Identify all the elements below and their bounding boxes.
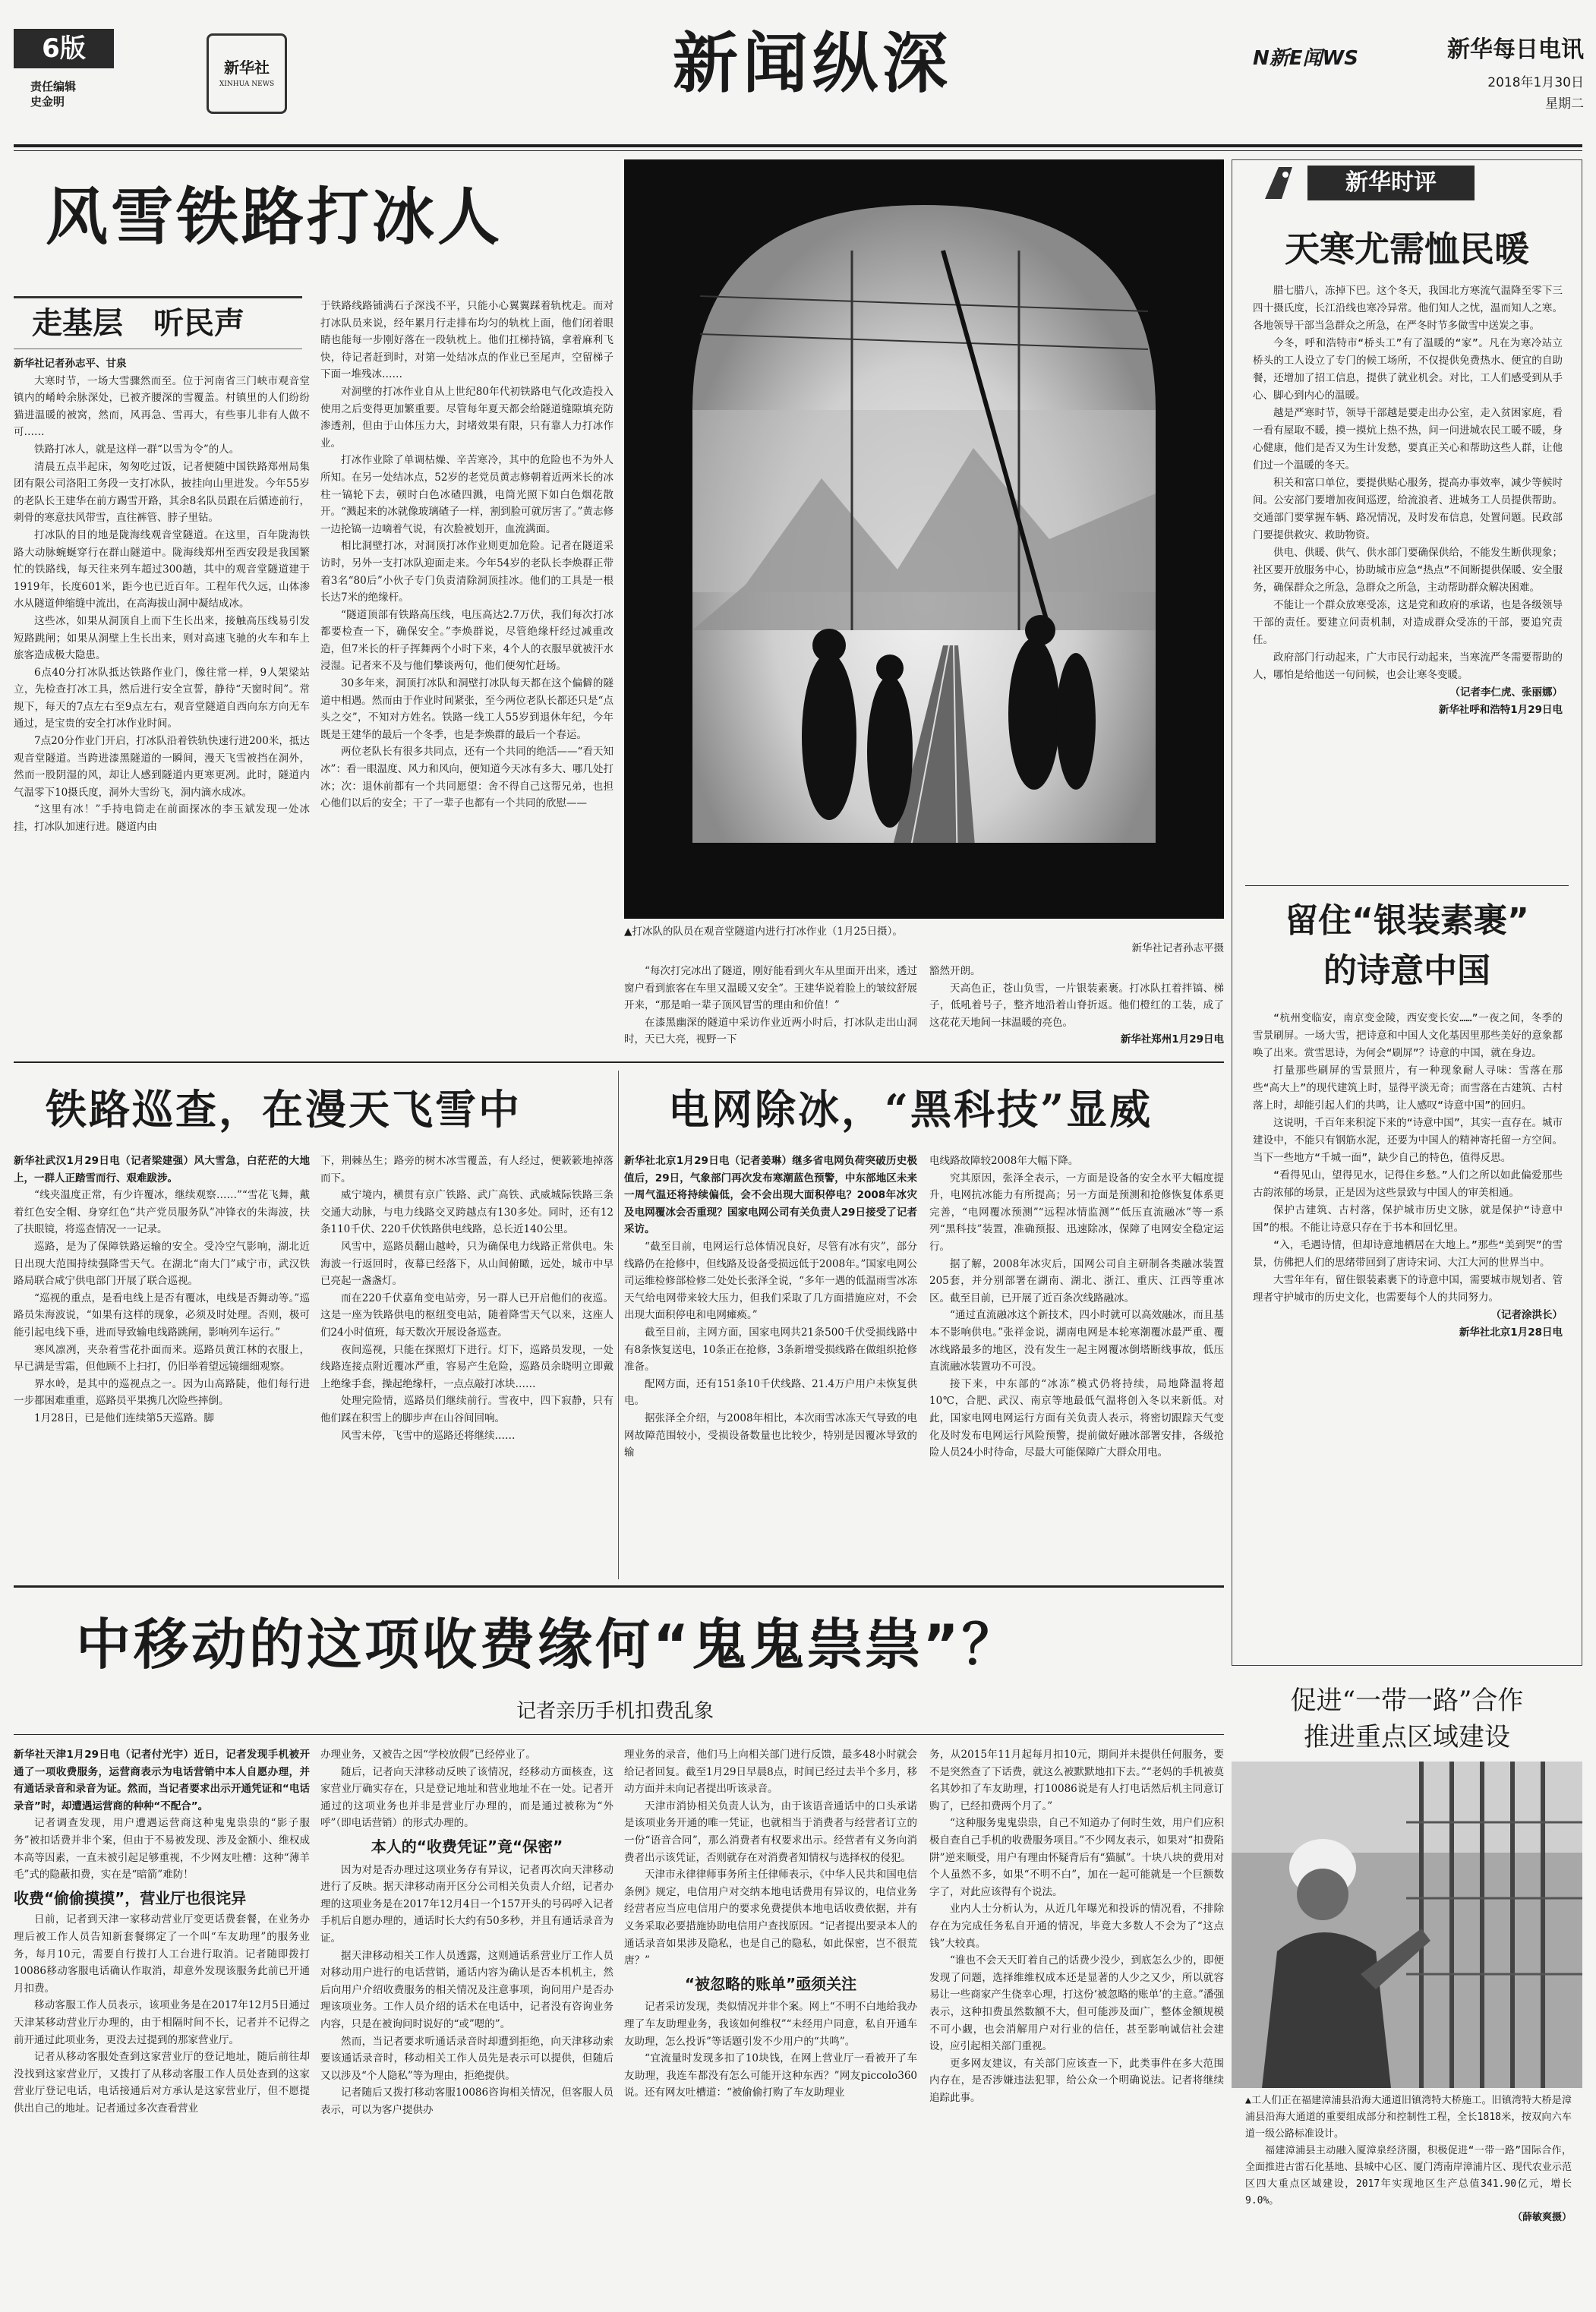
- mobile-paragraph: 然而，当记者要求听通话录音时却遭到拒绝，向天津移动索要该通话录音时，移动相关工作人员先是表示可以提供，但随后又以涉及“个人隐私”等为理由，拒绝提供。: [320, 2035, 613, 2082]
- grid-title: 电网除冰，“黑科技”显威: [668, 1085, 1153, 1134]
- lead-column-4: [929, 963, 1224, 1054]
- poetry-title-line-1: 留住“银装素裹”: [1285, 901, 1529, 940]
- paper-weekday: 星期二: [1545, 96, 1584, 112]
- lead-paragraph: 30多年来，洞顶打冰队和洞壁打冰队每天都在这个偏僻的隧道中相遇。然而由于作业时间紧张，至今两位老队长都还只是“点头之交”，不知对方姓名。铁路一线工人55岁到退休年纪，今年既是王建华的最后一个冬季，也是李焕群的最后一个春运。: [320, 677, 613, 741]
- belt-caption-text: ▲工人们正在福建漳浦县沿海大通道旧镇湾特大桥施工。旧镇湾特大桥是漳浦县沿海大通道的重要组成部分和控制性工程，全长1818米，按双向六车道一级公路标准设计。: [1245, 2095, 1572, 2140]
- construction-photo: [1232, 1762, 1582, 2088]
- lead-paragraph: 大寒时节，一场大雪骤然而至。位于河南省三门峡市观音堂镇内的崤岭余脉深处，已被齐腰深的雪覆盖。村镇里的人们纷纷猫进温暖的被窝，然而，风再急、雪再大，有些事儿非有人做不可……: [14, 374, 310, 439]
- news-logo: N新E闻WS: [1253, 47, 1358, 70]
- mobile-title: 中移动的这项收费缘何“鬼鬼祟祟”？: [76, 1613, 1020, 1676]
- railway-paragraph: 威宁境内，横贯有京广铁路、武广高铁、武威城际铁路三条交通大动脉，与电力线路交叉跨越点有130多处。同时，还有12条110千伏、220千伏铁路供电线路，总长近140公里。: [320, 1189, 613, 1236]
- mobile-paragraph: 日前，记者到天津一家移动营业厅变更话费套餐，在业务办理后被工作人员告知新套餐绑定了一个叫“车友助理”的服务业务，每月10元，需要自行拨打人工台进行取消。记者随即拨打10086移动客服电话确认作取消，却意外发现该服务此前已开通月扣费。: [14, 1913, 310, 1995]
- lead-paragraph: “隧道顶部有铁路高压线，电压高达2.7万伏，我们每次打冰都要检查一下，确保安全。”李焕群说，尽管绝缘杆经过减重改造，但7米长的杆子挥舞两个小时下来，4个人的衣服早就被汗水浸湿。记者来不及与他们攀谈两句，他们便匆忙赶场。: [320, 608, 613, 673]
- grid-paragraph: 截至目前，主网方面，国家电网共21条500千伏受损线路中有8条恢复送电，10条正在抢修，3条新增受损线路在做组织抢修准备。: [624, 1326, 917, 1374]
- poetry-paragraph: “入，毛遇诗情，但却诗意地栖居在大地上。”那些“美到哭”的雪景，仿佛把人们的思绪带回到了唐诗宋词、大江大河的世界当中。: [1253, 1239, 1563, 1269]
- lead-title: 风雪铁路打冰人: [46, 181, 503, 254]
- mobile-column-2: [320, 1746, 613, 2308]
- mobile-paragraph: 因为对是否办理过这项业务存有异议，记者再次向天津移动进行了反映。据天津移动南开区分公司相关负责人介绍，记者办理的这项业务是在2017年12月4日一个157开头的号码呼入记者手机后自愿办理的，通话时长大约有50多秒，并且有通话录音为证。: [320, 1863, 613, 1945]
- lead-subtitle: 走基层 听民声: [32, 306, 244, 341]
- tunnel-photo: [624, 159, 1224, 919]
- mobile-subtitle-rule: [14, 1734, 1224, 1735]
- xinhua-logo: [207, 33, 287, 114]
- mobile-column-3: [624, 1746, 917, 2308]
- mobile-paragraph: “谁也不会天天盯着自己的话费少没少，到底怎么少的，即便发现了问题，选择维维权成本还是显著的人少之又少，所以就容易让一些商家产生侥幸心理，打这份‘被忽略的账单’的主意。”潘强表示，这种扣费虽然数额不大，但可能涉及面广，整体金额规模不可小觑，也会消解用户对行业的信任，甚至影响诚信社会建设，应引起相关部门重视。: [929, 1954, 1224, 2053]
- railway-paragraph: 寒风凛冽，夹杂着雪花扑面而来。巡路员黄江林的衣服上，早已满是雪霜，但他顾不上扫打，仍旧举着望远镜细细观察。: [14, 1343, 310, 1374]
- railway-paragraph: 夜间巡视，只能在探照灯下进行。灯下，巡路员发现，一处线路连接点附近覆冰严重，容易产生危险，巡路员余晓明立即戴上绝缘手套，操起绝缘杆，一点点敲打冰块……: [320, 1343, 613, 1390]
- mobile-paragraph: 天津市消协相关负责人认为，由于该语音通话中的口头承诺是该项业务开通的唯一凭证，也就相当于消费者与经营者订立的一份“语音合同”，那么消费者有权要求出示。经营者有义务向消费者出示该凭证，否则就存在对消费者知情权与选择权的侵犯。: [624, 1799, 917, 1864]
- railway-paragraph: 而在220千伏嘉角变电站旁，另一群人已开启他们的夜巡。这是一座为铁路供电的枢纽变电站，随着降雪天气以来，这座人们24小时值班，每天数次开展设备巡查。: [320, 1292, 613, 1339]
- lead-paragraph: 于铁路线路铺满石子深浅不平，只能小心翼翼踩着轨枕走。而对打冰队员来说，经年累月行走排布均匀的轨枕上面，他们闭着眼睛也能每一步刚好落在一段轨枕上。他们扛梯持镐，拿着麻利飞快，待记者赶到时，对第一处结冰点的作业已至尾声，空留梯子下面一堆残冰……: [320, 300, 613, 381]
- lead-byline: 新华社记者孙志平、甘泉: [14, 358, 127, 370]
- masthead: [0, 0, 1596, 159]
- paper-name: 新华每日电讯: [1447, 36, 1584, 63]
- lead-column-3: [624, 963, 917, 1054]
- belt-title-line-1: 促进“一带一路”合作: [1290, 1686, 1524, 1716]
- commentary-paragraph: 供电、供暖、供气、供水部门要确保供给，不能发生断供现象；社区要开放服务中心，协助城市应急“热点”不间断提供保暖、安全服务，确保群众之所急，急群众之所急，主动帮助群众解决困难。: [1253, 547, 1563, 594]
- lead-column-1: [14, 355, 310, 1054]
- mobile-subtitle: 记者亲历手机扣费乱象: [516, 1700, 714, 1723]
- mobile-paragraph: 随后，记者向天津移动反映了该情况，经移动方面核查，这家营业厅确实存在，只是登记地址和营业地址不在一处。记者开通过的这项业务也并非是营业厅办理的，而是通过被称为“外呼”（即电话营销）的形式办理的。: [320, 1765, 613, 1830]
- railway-paragraph: 风雪未停，飞雪中的巡路还将继续……: [341, 1429, 516, 1442]
- railway-title: 铁路巡查，在漫天飞雪中: [46, 1085, 522, 1134]
- section-rule: [14, 1585, 1224, 1588]
- lead-paragraph: 对洞壁的打冰作业自从上世纪80年代初铁路电气化改造投入使用之后变得更加繁重要。尽管每年夏天都会给隧道缝隙填充防渗透剂，但由于山体压力大，封堵效果有限，只有靠人力打冰作业。: [320, 385, 613, 449]
- grid-paragraph: 据张泽全介绍，与2008年相比，本次雨雪冰冻天气导致的电网故障范围较小，受损设备数量也比较少，特别是因覆冰导致的输: [624, 1411, 917, 1459]
- logo-text: 新华社: [224, 58, 270, 77]
- lead-subtitle-box: [14, 296, 302, 349]
- tunnel-photo-caption: [624, 923, 1224, 957]
- grid-paragraph: “截至目前，电网运行总体情况良好，尽管有冰有灾”，部分线路仍在抢修中，但线路及设备受损远低于2008年。”国家电网公司运维检修部检修二处处长张泽全说，“多年一遇的低温雨雪冰冻天气给电网带来较大压力，但我们采取了几方面措施应对，不会出现大面积停电和电网瘫痪。”: [624, 1240, 917, 1322]
- lead-paragraph: 7点20分作业门开启，打冰队沿着铁轨快速行进200米，抵达观音堂隧道。当跨进漆黑隧道的一瞬间，漫天飞雪被挡在洞外，然而一股阴湿的风，却让人感到隧道内更寒更冽。此时，隧道内气温零下10摄氏度，洞外大雪纷飞，洞内滴水成冰。: [14, 735, 310, 799]
- paper-date: 2018年1月30日: [1487, 75, 1584, 90]
- poetry-title-line-2: 的诗意中国: [1323, 951, 1490, 990]
- page-number-badge: [14, 29, 114, 68]
- grid-paragraph: 据了解，2008年冰灾后，国网公司自主研制各类融冰装置205套，并分别部署在湖南、湖北、浙江、重庆、江西等重冰区。截至目前，已开展了近百条次线路融冰。: [929, 1257, 1224, 1304]
- commentary-paragraph: 积关和富口单位，要提供贴心服务，提高办事效率，减少等候时间。公安部门要增加夜间巡逻，给流浪者、进城务工人员提供帮助。交通部门要掌握车辆、路况情况，及时发布信息，处置问题。民政部门要提供救灾、救助物资。: [1253, 477, 1563, 541]
- poetry-paragraph: 保护古建筑、古村落，保护城市历史文脉，就是保护“诗意中国”的根。不能让诗意只存在于书本和回忆里。: [1253, 1204, 1563, 1234]
- belt-credit: （薛敏爽摄）: [1512, 2212, 1572, 2223]
- photo-caption-text: ▲打冰队的队员在观音堂隧道内进行打冰作业（1月25日摄）。: [624, 926, 903, 938]
- lead-paragraph: “每次打完冰出了隧道，刚好能看到火车从里面开出来，透过窗户看到旅客在车里又温暖又安全”。王建华说着脸上的皱纹舒展开来，“那是咱一辈子顶风冒雪的理由和价值！”: [624, 965, 917, 1012]
- mobile-paragraph: 记者调查发现，用户遭遇运营商这种鬼鬼祟祟的“影子服务”被扣话费并非个案，但由于不易被发现、涉及金额小、维权成本高等因素，一直未被引起足够重视，不少网友吐槽：这种“薄羊毛”式的隐蔽扣费，实在是“暗箭”难防！: [14, 1817, 310, 1881]
- editor-name: 史金明: [30, 95, 65, 109]
- lead-paragraph: 这些冰，如果从洞顶自上而下生长出来，接触高压线易引发短路跳闸；如果从洞壁上生长出来，则对高速飞驰的火车和车上旅客造成极大隐患。: [14, 614, 310, 662]
- mobile-paragraph: 业内人士分析认为，从近几年曝光和投诉的情况看，不排除存在为完成任务私自开通的情况，毕竟大多数人不会为了“这点钱”大较真。: [929, 1903, 1224, 1950]
- editor-label: 责任编辑: [30, 80, 77, 93]
- railway-paragraph: “巡视的重点，是看电线上是否有覆冰，电线是否舞动等。”巡路员朱海波说，“如果有这样的现象，必须及时处理。否则，极可能引起电线下垂，进而导致输电线路跳闸，影响列车运行。”: [14, 1292, 310, 1339]
- mobile-paragraph: 理业务的录音，他们马上向相关部门进行反馈，最多48小时就会给记者回复。截至1月29日早晨8点，时间已经过去半个多月，移动方面并未向记者提出听该录音。: [624, 1749, 917, 1796]
- mobile-subheading-1: 收费“偷偷摸摸”，营业厅也很诧异: [14, 1888, 247, 1907]
- mobile-paragraph: 务，从2015年11月起每月扣10元，期间并未提供任何服务，要不是突然查了下话费，就这么被默默地扣下去。”“老妈的手机被莫名其妙扣了车友助理，打10086说是有人打电话然后机主同意订购了，已经扣费两个月了。”: [929, 1749, 1224, 1812]
- mobile-paragraph: 移动客服工作人员表示，该项业务是在2017年12月5日通过天津某移动营业厅办理的，由于相隔时间不长，记者并不记得之前开通过此项业务，更没去过提到的那家营业厅。: [14, 1999, 310, 2046]
- mobile-paragraph: “宜流量时发现多扣了10块钱，在网上营业厅一看被开了车友助理，我连车都没有怎么可能开这种东西？”网友piccolo360说。还有网友吐槽道：“被偷偷打购了车友助理业: [624, 2052, 917, 2099]
- lead-paragraph: 清晨五点半起床，匆匆吃过饭，记者便随中国铁路郑州局集团有限公司洛阳工务段一支打冰队，披挂向山里进发。今年55岁的老队长王建华在前方踢雪开路，其余8名队员跟在后循迹前行，刺骨的寒意扶风带雪，直往裤管、脖子里钻。: [14, 460, 310, 525]
- belt-title-line-2: 推进重点区域建设: [1304, 1722, 1510, 1752]
- mobile-subheading-2: 本人的“收费凭证”竟“保密”: [371, 1837, 563, 1856]
- railway-paragraph: 界水岭，是其中的巡视点之一。因为山高路陡，他们每行进一步都困难重重，巡路员平果携几次险些摔倒。: [14, 1377, 310, 1408]
- railway-column-1: [14, 1153, 310, 1578]
- construction-illustration: [1232, 1762, 1582, 2088]
- mobile-paragraph: 记者采访发现，类似情况并非个案。网上“不明不白地给我办理了车友助理业务，我该如何维权”“未经用户同意，私自开通车友助理，怎么投诉”等话题引发不少用户的“共鸣”。: [624, 2001, 917, 2048]
- mobile-paragraph: 更多网友建议，有关部门应该查一下，此类事件在多大范围内存在，是否涉嫌违法犯罪，给公众一个明确说法。记者将继续追踪此事。: [929, 2057, 1224, 2104]
- mobile-subheading-3: “被忽略的账单”亟须关注: [684, 1974, 857, 1993]
- lead-paragraph: 在漆黑幽深的隧道中采访作业近两小时后，打冰队走出山洞时，天已大亮，视野一下: [624, 1016, 917, 1046]
- commentary-paragraph: 腊七腊八，冻掉下巴。这个冬天，我国北方寒流气温降至零下三四十摄氏度，长江沿线也寒冷异常。他们知人之忧，温而知人之寒。各地领导干部当急群众之所急，在严冬时节多做雪中送炭之事。: [1253, 285, 1563, 332]
- commentary-column-name: 新华时评: [1345, 169, 1437, 196]
- lead-paragraph: 两位老队长有很多共同点，还有一个共同的绝活——“看天知冰”：看一眼温度、风力和风向，便知道今天冰有多大、哪几处打冰；次：退休前都有一个共同愿望：舍不得自己这帮兄弟，也担心他们以后的安全；干了一辈子也都有一个共同的欣慰——: [320, 746, 613, 810]
- commentary-dateline: 新华社呼和浩特1月29日电: [1438, 704, 1563, 716]
- railway-paragraph: 处理完险情，巡路员们继续前行。雪夜中，四下寂静，只有他们踩在积雪上的脚步声在山谷间回响。: [320, 1395, 613, 1424]
- lead-column-2: [320, 298, 613, 1054]
- poetry-paragraph: “杭州变临安，南京变金陵，西安变长安……”一夜之间，冬季的雪景刷屏。一场大雪，把诗意和中国人文化基因里那些美好的意象都唤了出来。赏雪思诗，为何会“刷屏”？诗意的中国，就在身边。: [1253, 1012, 1563, 1059]
- page-number: 6版: [42, 33, 86, 64]
- photo-credit: 新华社记者孙志平摄: [1131, 942, 1224, 954]
- poetry-body: [1253, 1010, 1563, 1655]
- railway-paragraph: “线夹温度正常，有少许覆冰，继续观察……”“雪花飞舞，戴着红色安全帽、身穿红色“共产党员服务队”冲锋衣的朱海波，扶了扶眼镜，将巡查情况一一记录。: [14, 1189, 310, 1236]
- grid-column-1: [624, 1153, 917, 1578]
- lead-paragraph: “这里有冰！”手持电筒走在前面探冰的李玉斌发现一处冰挂，打冰队加速行进。隧道内由: [14, 803, 310, 834]
- commentary-paragraph: 不能让一个群众放寒受冻，这是党和政府的承诺，也是各级领导干部的责任。要建立问责机制，对造成群众受冻的干部，要追究责任。: [1253, 599, 1563, 646]
- column-divider: [618, 1071, 619, 1579]
- mobile-paragraph: 据天津移动相关工作人员透露，这则通话系营业厅工作人员对移动用户进行的电话营销，通话内容为确认是否本机机主，然后向用户介绍收费服务的相关情况及注意事项，询问用户是否办理该项业务。工作人员介绍的话术在电话中，记者没有咨询业务内容，只是在被询问时说好的“或”嗯的”。: [320, 1949, 613, 2030]
- belt-caption: [1245, 2093, 1572, 2308]
- grid-paragraph: “通过直流融冰这个新技术，四小时就可以高效融冰，而且基本不影响供电。”张祥金说，湖南电网是本轮寒潮覆冰最严重、覆冰线路最多的地区，没有发生一起主网覆冰倒塔断线事故，低压直流融冰装置功不可没。: [929, 1309, 1224, 1374]
- poetry-paragraph: 大雪年年有，留住银装素裹下的诗意中国，需要城市规划者、管理者守护城市的历史文化，也需要每个人的共同努力。: [1253, 1274, 1563, 1304]
- railway-paragraph: 风雪中，巡路员翻山越岭，只为确保电力线路正常供电。朱海波一行返回时，夜幕已经落下，从山间俯瞰，远处，城市中早已亮起一盏盏灯。: [320, 1240, 613, 1288]
- poetry-paragraph: 这说明，千百年来积淀下来的“诗意中国”，其实一直存在。城市建设中，不能只有钢筋水泥，还要为中国人的精神寄托留一方空间。当下一些地方“千城一面”，缺少自己的特色，值得反思。: [1253, 1117, 1563, 1164]
- belt-caption-text-2: 福建漳浦县主动融入厦漳泉经济圈，积极促进“一带一路”国际合作，全面推进古雷石化基地、县城中心区、厦门湾南岸漳浦片区、现代农业示范区四大重点区域建设，2017年实现地区生产总值341.90亿元，增长9.0%。: [1245, 2145, 1572, 2206]
- commentary-body: [1253, 282, 1563, 875]
- railway-paragraph: 巡路，是为了保障铁路运输的安全。受冷空气影响，湖北近日出现大范围持续强降雪天气。在湖北“南大门”咸宁市，武汉铁路局联合咸宁供电部门开展了联合巡视。: [14, 1240, 310, 1288]
- mobile-column-1: [14, 1746, 310, 2308]
- editor-info: [30, 79, 114, 109]
- grid-paragraph: 配网方面，还有151条10千伏线路、21.4万户用户未恢复供电。: [624, 1377, 917, 1408]
- mobile-column-4: [929, 1746, 1224, 2308]
- mobile-paragraph: 记者随后又拨打移动客服10086咨询相关情况，但客服人员表示，可以为客户提供办: [320, 2086, 613, 2116]
- mobile-paragraph: 天津市永律律师事务所主任律师表示，《中华人民共和国电信条例》规定，电信用户对交纳本地电话费用有异议的，电信业务经营者应当应电信用户的要求免费提供本地电话收费依据，并有义务采取必要措施协助电信用户查找原因。“记者提出要录本人的通话录音如果涉及隐私，也是自己的隐私，如此保密，岂不很荒唐？”: [624, 1869, 917, 1967]
- tunnel-illustration: [624, 159, 1224, 919]
- mobile-paragraph: 新华社天津1月29日电（记者付光宇）近日，记者发现手机被开通了一项收费服务，运营商表示为电话营销中本人自愿办理，并有通话录音和录音为证。然而，当记者要求出示开通凭证和“电话录音”时，却遭遇运营商的种种“不配合”。: [14, 1749, 310, 1812]
- lead-paragraph: 豁然开朗。: [929, 965, 981, 977]
- mobile-paragraph: 办理业务，又被告之因“学校放假”已经停业了。: [320, 1749, 536, 1761]
- lead-paragraph: 打冰队的目的地是陇海线观音堂隧道。在这里，百年陇海铁路大动脉蜿蜒穿行在群山隧道中。陇海线郑州至西安段是我国繁忙的铁路线，每天往来列车超过300趟，其中的观音堂隧道建于1919年，长度601米，距今也已近百年。工程年代久远，山体渗水从隧道伸缩缝中流出，在高海拔山洞中凝结成冰。: [14, 528, 310, 610]
- railway-paragraph: 下，荆棘丛生；路旁的树木冰雪覆盖，有人经过，便簌簌地掉落而下。: [320, 1155, 613, 1184]
- belt-title: [1232, 1683, 1582, 1755]
- pen-icon: [1259, 161, 1304, 207]
- railway-column-2: [320, 1153, 613, 1578]
- section-rule: [14, 1061, 1224, 1063]
- railway-paragraph: 1月28日，已是他们连续第5天巡路。脚: [34, 1411, 214, 1424]
- grid-paragraph: 新华社北京1月29日电（记者姜琳）继多省电网负荷突破历史极值后，29日，气象部门再次发布寒潮蓝色预警，中东部地区未来一周气温还将持续偏低，会不会出现大面积停电？2008年冰灾及电网覆冰会否重现？国家电网公司有关负责人29日接受了记者采访。: [624, 1155, 917, 1236]
- lead-signature: 新华社郑州1月29日电: [1120, 1033, 1224, 1046]
- commentary-paragraph: 越是严寒时节，领导干部越是要走出办公室，走入贫困家庭，看一看有屋取不暖，摸一摸炕上热不热，问一问进城农民工暖不暖，身心健康，他们是否又为生计发愁，要真正关心和帮助这些人群，让他们过一个温暖的冬天。: [1253, 407, 1563, 472]
- railway-paragraph: 新华社武汉1月29日电（记者梁建强）风大雪急，白茫茫的大地上，一群人正踏雪而行、艰难跋涉。: [14, 1155, 310, 1184]
- commentary-paragraph: 今冬，呼和浩特市“桥头工”有了温暖的“家”。凡在为寒冷站立桥头的工人设立了专门的候工场所，不仅提供免费热水、便宜的自助餐，还增加了招工信息，提供了就业机会。对比，工人们感受到从手心、脚心到内心的温暖。: [1253, 337, 1563, 402]
- logo-sub: XINHUA NEWS: [219, 80, 275, 88]
- lead-paragraph: 相比洞壁打冰，对洞顶打冰作业则更加危险。记者在隧道采访时，另外一支打冰队迎面走来。今年54岁的老队长李焕群正带着3名“80后”小伙子专门负责清除洞顶挂冰。他们的工具是一根长达7米的绝缘杆。: [320, 540, 613, 604]
- commentary-banner: [1307, 166, 1475, 200]
- lead-paragraph: 打冰作业除了单调枯燥、辛苦寒冷，其中的危险也不为外人所知。在另一处结冰点，52岁的老党员黄志修朝着近两米长的冰柱一镐轮下去，顿时白色冰碴四溅，电筒光照下如白色烟花散开。“溅起来的冰就像玻璃碴子一样，割到脸可就厉害了。”黄志修一边抡镐一边嘀着气说，有次脸被划开，血流满面。: [320, 454, 613, 535]
- poetry-paragraph: “看得见山，望得见水，记得住乡愁。”人们之所以如此偏爱那些古韵浓郁的场景，正是因为这些景致与中国人的审美相通。: [1253, 1169, 1563, 1199]
- grid-paragraph: 接下来，中东部的“冰冻”模式仍将持续，局地降温将超10℃，合肥、武汉、南京等地最低气温将创入冬以来新低。对此，国家电网电网运行方面有关负责人表示，将密切跟踪天气变化及时发布电网运行风险预警，提前做好融冰部署安排，各级抢险人员24小时待命，尽最大可能保障广大群众用电。: [929, 1377, 1224, 1459]
- grid-column-2: [929, 1153, 1224, 1578]
- grid-paragraph: 究其原因，张泽全表示，一方面是设备的安全水平大幅度提升，电网抗冰能力有所提高；另一方面是预测和抢修恢复体系更完善，“电网覆冰预测”“远程冰情监测”“低压直流融冰”等一系列“黑科技”装置，准确预报、迅速除冰，保障了电网安全稳定运行。: [929, 1172, 1224, 1253]
- poetry-dateline: 新华社北京1月28日电: [1459, 1326, 1563, 1339]
- masthead-rule: [14, 144, 1582, 147]
- poetry-title: [1232, 896, 1582, 996]
- poetry-paragraph: 打量那些刷屏的雪景照片，有一种现象耐人寻味：雪落在那些“高大上”的现代建筑上时，显得平淡无奇；而雪落在古建筑、古村落上时，却能引起人们的共鸣，让人感叹“诗意中国”的回归。: [1253, 1065, 1563, 1112]
- commentary-title: 天寒尤需恤民暖: [1285, 229, 1529, 270]
- poetry-author: （记者涂洪长）: [1490, 1309, 1563, 1321]
- lead-paragraph: 6点40分打冰队抵达铁路作业门，像往常一样，9人架梁站立，先检查打冰工具，然后进行安全宣誓，静待“天窗时间”。常规下，每天的7点左右至9点左右，观音堂隧道自西向东方向无车通过，是宝贵的安全打冰作业时间。: [14, 666, 310, 730]
- commentary-author: （记者李仁虎、张丽娜）: [1449, 686, 1563, 699]
- masthead-rule-thin: [14, 150, 1582, 151]
- mobile-paragraph: “这种服务鬼鬼祟祟，自己不知道办了何时生效，用户们应积极自查自己手机的收费服务项目。”不少网友表示，如果对“扣费陷阱”逆来顺受，用户有理由怀疑背后有“猫腻”。十块八块的费用对个人虽然不多，如果“不明不白”，加在一起可能就是一个巨额数字了，对此应该得有个说法。: [929, 1817, 1224, 1898]
- grid-paragraph: 电线路故障较2008年大幅下降。: [929, 1155, 1079, 1167]
- commentary-paragraph: 政府部门行动起来，广大市民行动起来，当寒流严冬需要帮助的人，哪怕是给他送一句问候，也会让寒冬变暖。: [1253, 651, 1563, 681]
- mobile-paragraph: 记者从移动客服处查到这家营业厅的登记地址，随后前往却没找到这家营业厅，又拨打了从移动客服工作人员处查到的这家营业厅登记电话，电话接通后对方承认是这家营业厅，但不愿提供出自己的地址。记者通过多次查看营业: [14, 2051, 310, 2115]
- lead-paragraph: 铁路打冰人，就是这样一群“以雪为令”的人。: [34, 443, 240, 456]
- sidebar-rule: [1245, 885, 1569, 886]
- section-title: 新闻纵深: [673, 25, 952, 102]
- commentary-header: [1232, 159, 1582, 205]
- lead-paragraph: 天高色正，苍山负雪，一片银装素裹。打冰队扛着拌镐、梯子，低吼着号子，整齐地沿着山脊折返。他们橙红的工装，成了这花花天地间一抹温暖的亮色。: [929, 982, 1224, 1029]
